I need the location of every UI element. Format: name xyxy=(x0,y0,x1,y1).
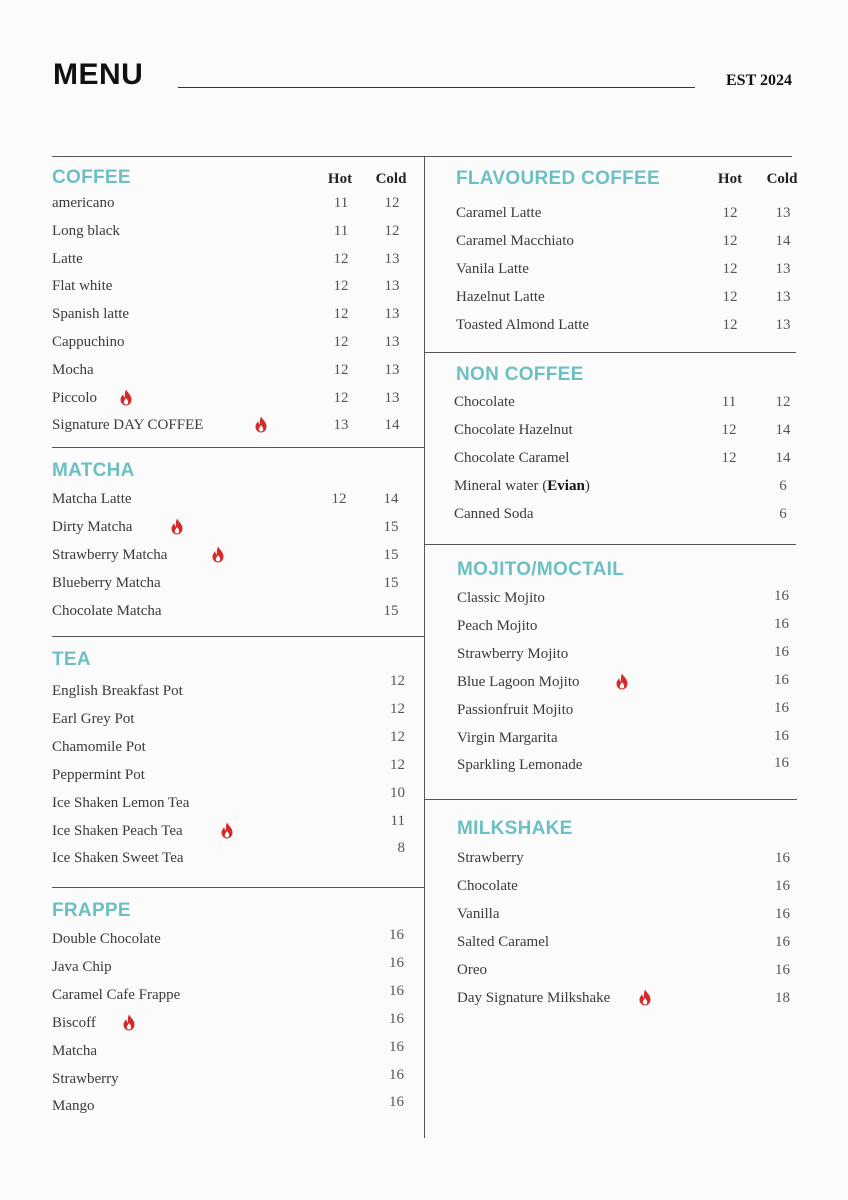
menu-item-name: Chocolate Caramel xyxy=(454,450,570,466)
price-hot: 12 xyxy=(331,491,347,507)
menu-item-name: Latte xyxy=(52,251,83,267)
price-hot: 12 xyxy=(333,278,349,294)
price-cold: 14 xyxy=(775,450,791,466)
menu-item-name: Dirty Matcha xyxy=(52,519,133,535)
menu-item-name: Ice Shaken Lemon Tea xyxy=(52,795,190,811)
price: 16 xyxy=(389,1039,404,1055)
column-header-cold: Cold xyxy=(766,171,798,187)
price: 16 xyxy=(389,1011,404,1027)
price: 16 xyxy=(774,755,789,771)
menu-item-name: Strawberry xyxy=(52,1071,119,1087)
menu-item-name: Spanish latte xyxy=(52,306,130,322)
section-title-tea: TEA xyxy=(52,649,91,670)
menu-item-name: Toasted Almond Latte xyxy=(456,317,590,333)
divider-flavoured-noncoffee xyxy=(424,352,796,353)
price-hot: 12 xyxy=(333,251,349,267)
menu-item-name: Classic Mojito xyxy=(457,590,545,606)
price-cold: 13 xyxy=(775,205,791,221)
flame-icon xyxy=(615,673,629,690)
price-cold: 15 xyxy=(383,547,399,563)
price: 16 xyxy=(775,934,790,950)
brand-name: Evian xyxy=(547,478,585,494)
menu-item-name: Chocolate Hazelnut xyxy=(454,422,573,438)
menu-item-name: Mocha xyxy=(52,362,94,378)
menu-item-name: Signature DAY COFFEE xyxy=(52,417,204,433)
price: 18 xyxy=(775,990,790,1006)
price-hot: 12 xyxy=(722,289,738,305)
menu-item-name: Java Chip xyxy=(52,959,112,975)
menu-item-name: Canned Soda xyxy=(454,506,534,522)
menu-item-name: Caramel Cafe Frappe xyxy=(52,987,181,1003)
price-hot: 12 xyxy=(722,261,738,277)
column-header-hot: Hot xyxy=(327,171,353,187)
menu-item-name: Strawberry Mojito xyxy=(457,646,569,662)
divider-coffee-matcha xyxy=(52,447,424,448)
menu-item-name: Matcha Latte xyxy=(52,491,132,507)
column-header-hot: Hot xyxy=(717,171,743,187)
price: 16 xyxy=(775,962,790,978)
price-cold: 13 xyxy=(775,289,791,305)
menu-item-name: Double Chocolate xyxy=(52,931,161,947)
price: 16 xyxy=(774,672,789,688)
flame-icon xyxy=(211,546,225,563)
flame-icon xyxy=(122,1014,136,1031)
menu-item-name: Chocolate Matcha xyxy=(52,603,162,619)
menu-item-name: Ice Shaken Peach Tea xyxy=(52,823,183,839)
price-cold: 13 xyxy=(384,278,400,294)
menu-item-name: Passionfruit Mojito xyxy=(457,702,574,718)
column-header-cold: Cold xyxy=(375,171,407,187)
section-title-flavoured: FLAVOURED COFFEE xyxy=(456,168,660,189)
menu-item-name: Chocolate xyxy=(457,878,518,894)
price: 16 xyxy=(774,700,789,716)
flame-icon xyxy=(170,518,184,535)
menu-item-name: Sparkling Lemonade xyxy=(457,757,583,773)
menu-item-name: Chamomile Pot xyxy=(52,739,146,755)
column-divider xyxy=(424,156,425,1138)
menu-item-name: americano xyxy=(52,195,115,211)
established-label: EST 2024 xyxy=(726,72,792,89)
price-cold: 12 xyxy=(775,394,791,410)
price-cold: 14 xyxy=(775,422,791,438)
menu-item-name: Flat white xyxy=(52,278,113,294)
menu-item-name: English Breakfast Pot xyxy=(52,683,183,699)
menu-item-name: Oreo xyxy=(457,962,487,978)
price-cold: 13 xyxy=(384,362,400,378)
menu-item-name: Biscoff xyxy=(52,1015,96,1031)
menu-item-name: Day Signature Milkshake xyxy=(457,990,611,1006)
price-hot: 12 xyxy=(721,450,737,466)
section-title-frappe: FRAPPE xyxy=(52,900,131,921)
price-cold: 6 xyxy=(779,478,787,494)
menu-item-name: Blue Lagoon Mojito xyxy=(457,674,580,690)
price-cold: 13 xyxy=(384,390,400,406)
section-title-milkshake: MILKSHAKE xyxy=(457,818,573,839)
price-cold: 12 xyxy=(384,223,400,239)
price-cold: 13 xyxy=(384,306,400,322)
menu-item-name: Cappuchino xyxy=(52,334,125,350)
menu-item-name: Blueberry Matcha xyxy=(52,575,161,591)
menu-item-name: Hazelnut Latte xyxy=(456,289,545,305)
price-hot: 12 xyxy=(722,205,738,221)
price-hot: 12 xyxy=(333,306,349,322)
menu-item-name: Caramel Macchiato xyxy=(456,233,574,249)
title-divider xyxy=(178,87,695,88)
price: 16 xyxy=(775,878,790,894)
price: 16 xyxy=(774,616,789,632)
divider-tea-frappe xyxy=(52,887,424,888)
price-hot: 12 xyxy=(722,317,738,333)
divider-mojito-milkshake xyxy=(424,799,797,800)
price: 16 xyxy=(775,850,790,866)
price: 16 xyxy=(389,1067,404,1083)
menu-item-name: Matcha xyxy=(52,1043,97,1059)
divider-noncoffee-mojito xyxy=(424,544,796,545)
price-cold: 14 xyxy=(384,417,400,433)
price: 16 xyxy=(774,588,789,604)
menu-item-name: Ice Shaken Sweet Tea xyxy=(52,850,184,866)
price-cold: 13 xyxy=(384,251,400,267)
menu-item-name: Mineral water (Evian) xyxy=(454,478,590,494)
price-cold: 6 xyxy=(779,506,787,522)
price-hot: 12 xyxy=(333,362,349,378)
price: 10 xyxy=(390,785,405,801)
section-title-coffee: COFFEE xyxy=(52,167,131,188)
price: 16 xyxy=(389,927,404,943)
divider-matcha-tea xyxy=(52,636,424,637)
price: 8 xyxy=(397,840,405,856)
price-hot: 11 xyxy=(333,195,349,211)
price: 16 xyxy=(774,644,789,660)
price: 12 xyxy=(390,757,405,773)
price-hot: 12 xyxy=(721,422,737,438)
menu-item-name: Peach Mojito xyxy=(457,618,538,634)
menu-item-name: Earl Grey Pot xyxy=(52,711,135,727)
price-cold: 14 xyxy=(383,491,399,507)
price-cold: 15 xyxy=(383,575,399,591)
flame-icon xyxy=(638,989,652,1006)
menu-item-name: Long black xyxy=(52,223,120,239)
price-hot: 11 xyxy=(333,223,349,239)
price: 12 xyxy=(390,701,405,717)
price-hot: 11 xyxy=(721,394,737,410)
menu-item-name: Vanila Latte xyxy=(456,261,529,277)
price: 16 xyxy=(389,1094,404,1110)
price-hot: 13 xyxy=(333,417,349,433)
price-cold: 15 xyxy=(383,519,399,535)
price-cold: 12 xyxy=(384,195,400,211)
price-hot: 12 xyxy=(722,233,738,249)
section-title-noncoffee: NON COFFEE xyxy=(456,364,584,385)
divider-top xyxy=(52,156,792,157)
menu-item-name: Mango xyxy=(52,1098,95,1114)
menu-item-name: Salted Caramel xyxy=(457,934,550,950)
price: 16 xyxy=(775,906,790,922)
price-hot: 12 xyxy=(333,334,349,350)
price: 16 xyxy=(774,728,789,744)
menu-item-name: Vanilla xyxy=(457,906,500,922)
menu-item-name: Caramel Latte xyxy=(456,205,542,221)
flame-icon xyxy=(220,822,234,839)
flame-icon xyxy=(119,389,133,406)
price: 16 xyxy=(389,983,404,999)
page-title: MENU xyxy=(53,58,144,91)
price-cold: 13 xyxy=(775,261,791,277)
section-title-matcha: MATCHA xyxy=(52,460,135,481)
price-cold: 15 xyxy=(383,603,399,619)
menu-item-name: Virgin Margarita xyxy=(457,730,558,746)
menu-item-name: Piccolo xyxy=(52,390,97,406)
price-hot: 12 xyxy=(333,390,349,406)
section-title-mojito: MOJITO/MOCTAIL xyxy=(457,559,625,580)
price: 11 xyxy=(390,813,405,829)
price: 12 xyxy=(390,673,405,689)
price: 12 xyxy=(390,729,405,745)
price-cold: 14 xyxy=(775,233,791,249)
price-cold: 13 xyxy=(775,317,791,333)
menu-item-name: Strawberry xyxy=(457,850,524,866)
menu-item-name: Chocolate xyxy=(454,394,515,410)
menu-item-name: Strawberry Matcha xyxy=(52,547,168,563)
price: 16 xyxy=(389,955,404,971)
price-cold: 13 xyxy=(384,334,400,350)
flame-icon xyxy=(254,416,268,433)
menu-item-name: Peppermint Pot xyxy=(52,767,145,783)
